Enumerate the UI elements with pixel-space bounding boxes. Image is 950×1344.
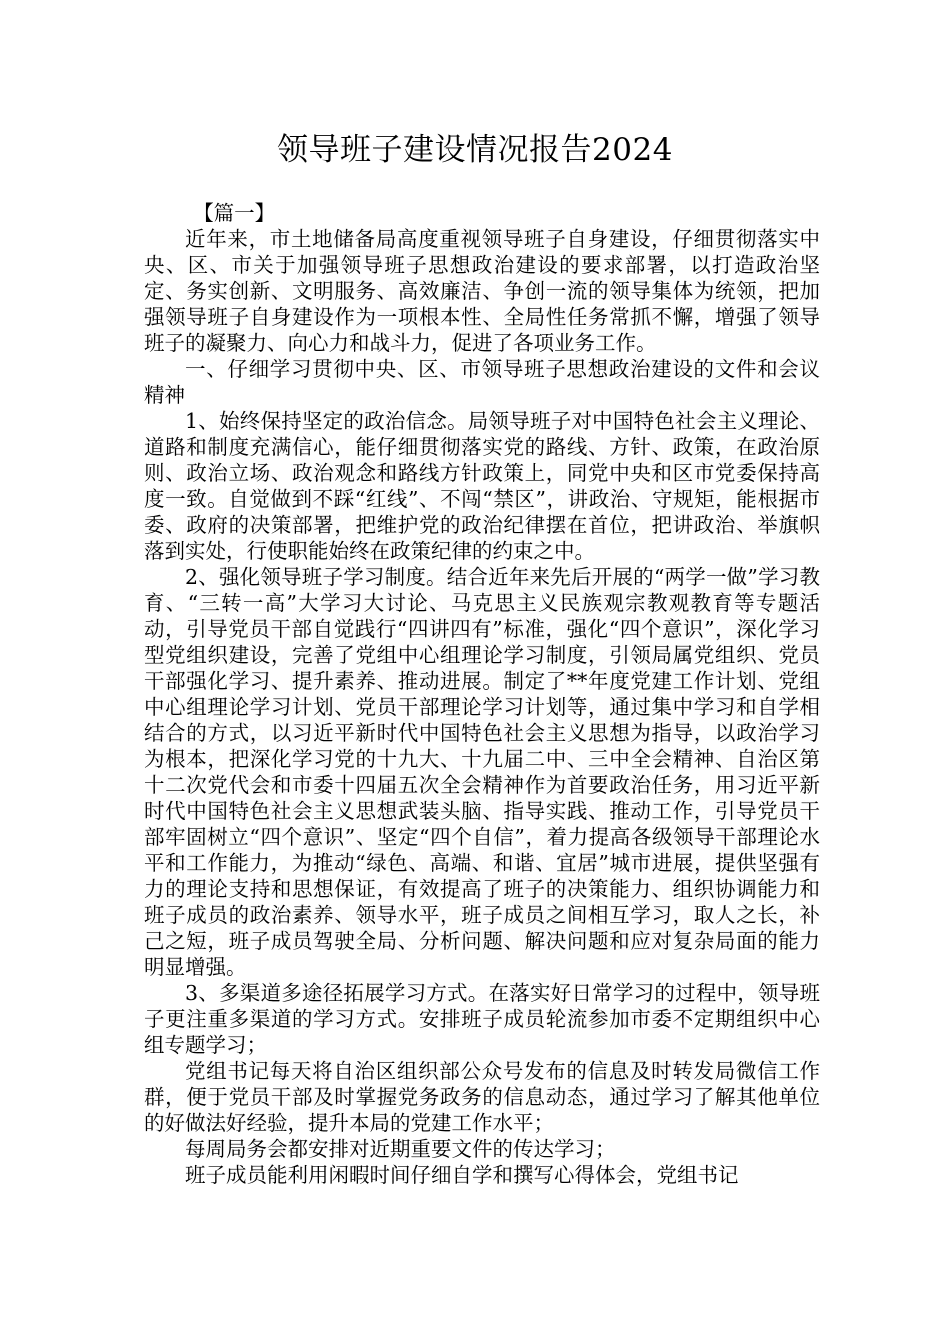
paragraph-item-1: 1、始终保持坚定的政治信念。局领导班子对中国特色社会主义理论、道路和制度充满信心，能仔细贯彻落实党的路线、方针、政策，在政治原则、政治立场、政治观念和路线方针政策上，同党中央和区市党委保持高度一致。自觉做到不踩“红线”、不闯“禁区”，讲政治、守规矩，能根据市委、政府的决策部署，把维护党的政治纪律摆在首位，把讲政治、举旗帜落到实处，行使职能始终在政策纪律的约束之中。 — [144, 409, 820, 563]
document-body — [144, 200, 820, 1188]
paragraph-weekly-meeting: 每周局务会都安排对近期重要文件的传达学习； — [185, 1137, 616, 1161]
paragraph-intro: 近年来，市土地储备局高度重视领导班子自身建设，仔细贯彻落实中央、区、市关于加强领导班子思想政治建设的要求部署，以打造政治坚定、务实创新、文明服务、高效廉洁、争创一流的领导集体为统领，把加强领导班子自身建设作为一项根本性、全局性任务常抓不懈，增强了领导班子的凝聚力、向心力和战斗力，促进了各项业务工作。 — [144, 227, 820, 355]
heading-section-one: 一、仔细学习贯彻中央、区、市领导班子思想政治建设的文件和会议精神 — [144, 357, 820, 407]
section-tag: 【篇一】 — [193, 201, 276, 225]
paragraph-party-secretary: 党组书记每天将自治区组织部公众号发布的信息及时转发局微信工作群，便于党员干部及时掌握党务政务的信息动态，通过学习了解其他单位的好做法好经验，提升本局的党建工作水平； — [144, 1059, 820, 1135]
paragraph-self-study: 班子成员能利用闲暇时间仔细自学和撰写心得体会，党组书记 — [185, 1163, 739, 1187]
document-title: 领导班子建设情况报告2024 — [277, 132, 673, 168]
paragraph-item-3: 3、多渠道多途径拓展学习方式。在落实好日常学习的过程中，领导班子更注重多渠道的学习方式。安排班子成员轮流参加市委不定期组织中心组专题学习； — [144, 981, 820, 1057]
paragraph-item-2: 2、强化领导班子学习制度。结合近年来先后开展的“两学一做”学习教育、“三转一高”大学习大讨论、马克思主义民族观宗教观教育等专题活动，引导党员干部自觉践行“四讲四有”标准，强化“四个意识”，深化学习型党组织建设，完善了党组中心组理论学习制度，引领局属党组织、党员干部强化学习、提升素养、推动进展。制定了**年度党建工作计划、党组中心组理论学习计划、党员干部理论学习计划等，通过集中学习和自学相结合的方式，以习近平新时代中国特色社会主义思想为指导，以政治学习为根本，把深化学习党的十九大、十九届二中、三中全会精神、自治区第十二次党代会和市委十四届五次全会精神作为首要政治任务，用习近平新时代中国特色社会主义思想武装头脑、指导实践、推动工作，引导党员干部牢固树立“四个意识”、坚定“四个自信”，着力提高各级领导干部理论水平和工作能力，为推动“绿色、高端、和谐、宜居”城市进展，提供坚强有力的理论支持和思想保证，有效提高了班子的决策能力、组织协调能力和班子成员的政治素养、领导水平，班子成员之间相互学习，取人之长，补己之短，班子成员驾驶全局、分析问题、解决问题和应对复杂局面的能力明显增强。 — [144, 565, 820, 979]
